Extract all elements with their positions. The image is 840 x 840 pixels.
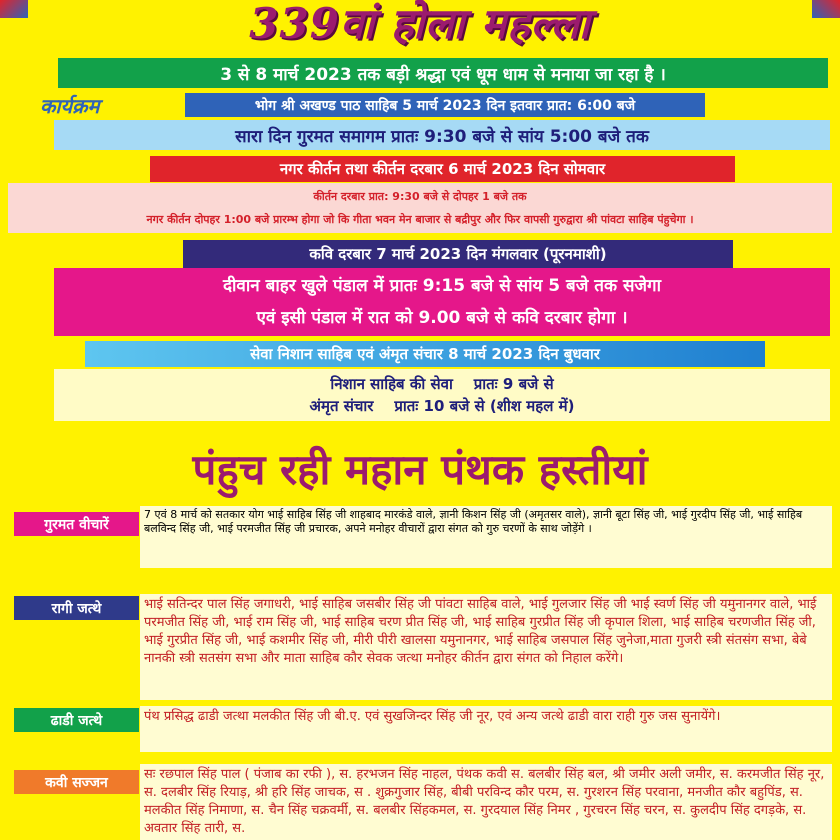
kavi-darbar-heading: कवि दरबार 7 मार्च 2023 दिन मंगलवार (पूरनमाशी) [183, 240, 733, 268]
seva-line-2: अंमृत संचार प्रातः 10 बजे से (शीश महल में) [309, 397, 575, 415]
programme-label: कार्यक्रम [40, 94, 100, 118]
samagam-banner: सारा दिन गुरमत समागम प्रातः 9:30 बजे से सांय 5:00 बजे तक [54, 120, 830, 150]
diwan-line-1: दीवान बाहर खुले पंडाल में प्रातः 9:15 बजे से सांय 5 बजे तक सजेगा [222, 276, 662, 296]
kavi-sajjan-label: कवी सज्जन [14, 770, 139, 794]
dhadi-jathe-label: ढाडी जत्थे [14, 708, 139, 732]
dhadi-jathe-text: पंथ प्रसिद्ध ढाडी जत्था मलकीत सिंह जी बी.ए. एवं सुखजिन्दर सिंह जी नूर, एवं अन्य जत्थे ढाडी वारा राही गुरु जस सुनायेंगे। [140, 706, 832, 752]
ragi-jathe-text: भाई सतिन्दर पाल सिंह जगाधरी, भाई साहिब जसबीर सिंह जी पांवटा साहिब वाले, भाई गुलजार सिंह जी भाई स्वर्ण सिंह जी यमुनानगर वाले, भाई परमजीत सिंह जी, भाई राम सिंह जी, भाई साहिब चरण प्रीत सिंह जी, भाई साहिब गुरप्रीत सिंह जी कृपाल शिला, भाई साहिब चरणजीत सिंह जी, भाई गुरप्रीत सिंह जी, भाई कशमीर सिंह जी, मीरी पीरी खालसा यमुनानगर, भाई साहिब जसपाल सिंह जुनेजा,माता गुजरी स्त्री संतसंग सभा, बेबे नानकी स्त्री सतसंग सभा और माता साहिब कौर सेवक जत्था मनोहर कीर्तन द्वारा संगत को निहाल करेंगे। [140, 594, 832, 700]
gurmat-vichar-label: गुरमत वीचारें [14, 512, 139, 536]
seva-line-1: निशान साहिब की सेवा प्रातः 9 बजे से [330, 375, 554, 393]
nagar-kirtan-heading: नगर कीर्तन तथा कीर्तन दरबार 6 मार्च 2023 दिन सोमवार [150, 156, 735, 182]
bhog-banner: भोग श्री अखण्ड पाठ साहिब 5 मार्च 2023 दिन इतवार प्रात: 6:00 बजे [185, 93, 705, 117]
nagar-kirtan-details [8, 183, 832, 233]
seva-heading: सेवा निशान साहिब एवं अंमृत संचार 8 मार्च 2023 दिन बुधवार [85, 341, 765, 367]
gurmat-vichar-text: 7 एवं 8 मार्च को सतकार योग भाई साहिब सिंह जी शाहबाद मारकंडे वाले, ज्ञानी किशन सिंह जी (अमृतसर वाले), ज्ञानी बूटा सिंह जी, भाई गुरदीप सिंह जी, भाई साहिब बलविन्द सिंह जी, भाई परमजीत सिंह जी प्रचारक, अपने मनोहर वीचारों द्वारा संगत को गुरु चरणों के साथ जोड़ेंगे । [140, 506, 832, 568]
event-dates-banner: 3 से 8 मार्च 2023 तक बड़ी श्रद्धा एवं धूम धाम से मनाया जा रहा है । [58, 58, 828, 88]
nagar-kirtan-line-2: नगर कीर्तन दोपहर 1:00 बजे प्रारम्भ होगा जो कि गीता भवन मेन बाजार से बद्रीपुर और फिर वापसी गुरुद्वारा श्री पांवटा साहिब पंहुचेगा । [146, 213, 694, 226]
diwan-details [54, 268, 830, 336]
hastiyan-title: पंहुच रही महान पंथक हस्तीयां [192, 445, 648, 494]
seva-details [54, 369, 830, 421]
ragi-jathe-label: रागी जत्थे [14, 596, 139, 620]
page-title: 339वां होला महल्ला [249, 0, 591, 48]
diwan-line-2: एवं इसी पंडाल में रात को 9.00 बजे से कवि दरबार होगा । [256, 308, 628, 328]
kavi-sajjan-text: सः रछपाल सिंह पाल ( पंजाब का रफी ), स. हरभजन सिंह नाहल, पंथक कवी स. बलबीर सिंह बल, श्री जमीर अली जमीर, स. करमजीत सिंह नूर, स. दलबीर सिंह रियाड़, श्री हरि सिंह जाचक, स . शुक्रगुजार सिंह, बीबी परविन्द कौर परम, स. गुरशरन सिंह परवाना, मनजीत कौर बहुपिंड, स. मलकीत सिंह निमाणा, स. चैन सिंह चक्रवर्मी, स. बलबीर सिंहकमल, स. गुरदयाल सिंह निमर , गुरचरन सिंह चरन, स. कुलदीप सिंह दगड़के, स. अवतार सिंह तारी, स. [140, 764, 832, 840]
nagar-kirtan-line-1: कीर्तन दरबार प्रात: 9:30 बजे से दोपहर 1 बजे तक [313, 190, 527, 203]
